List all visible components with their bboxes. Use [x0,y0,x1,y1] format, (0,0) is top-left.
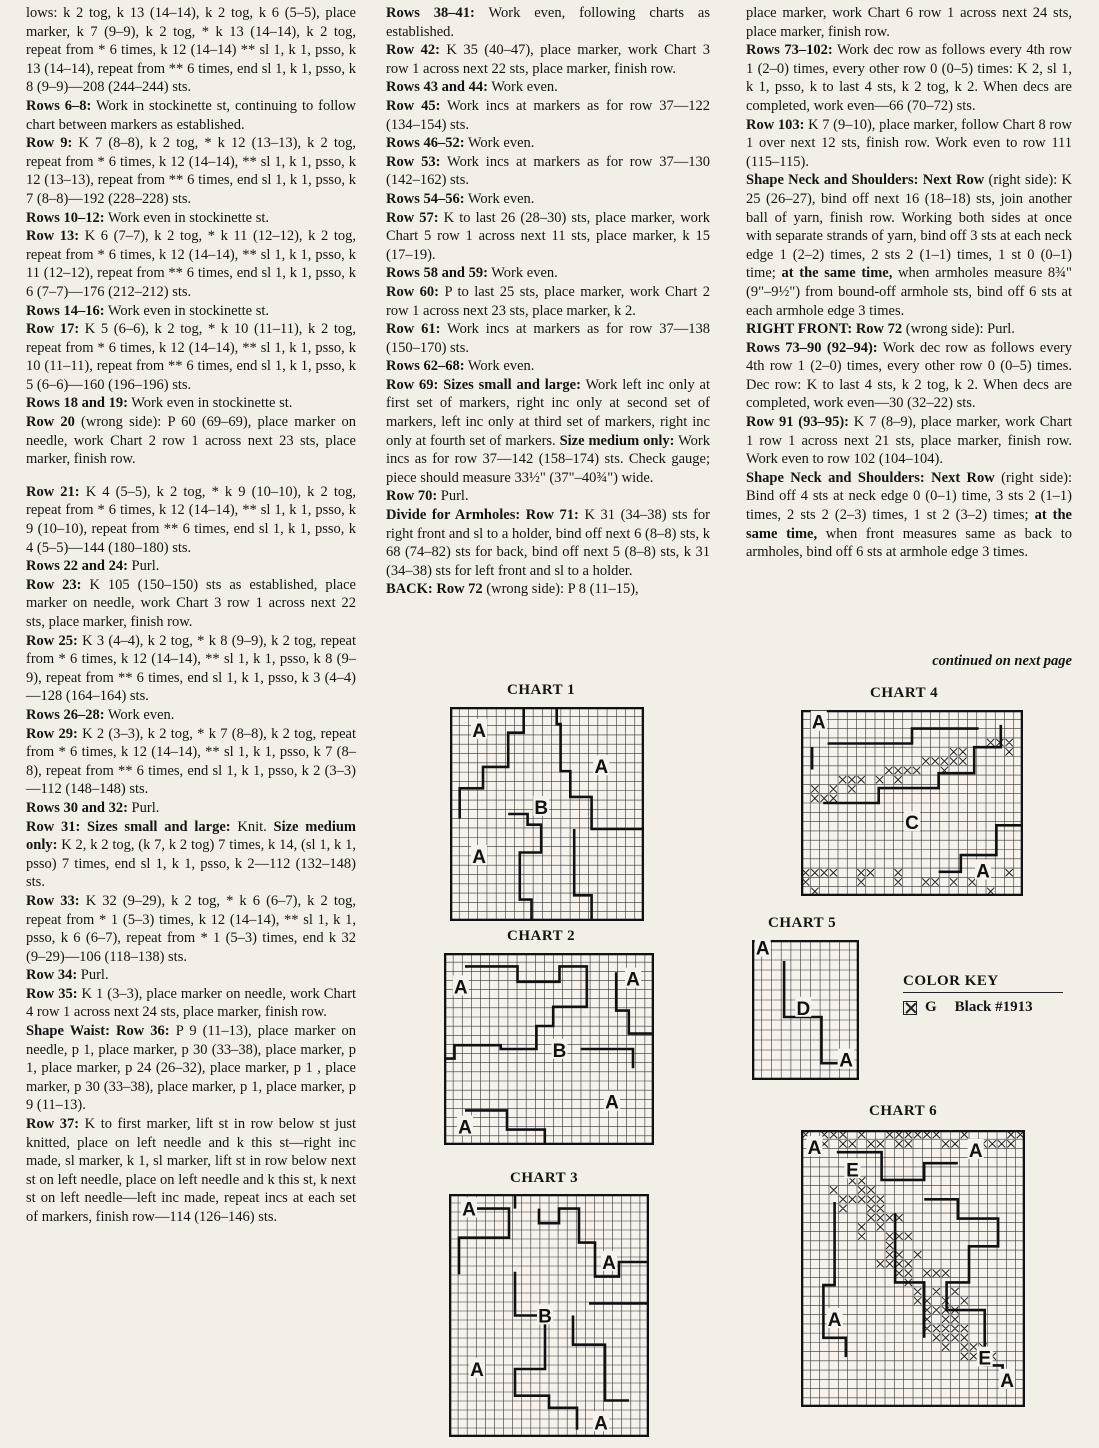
chart-region-label: D [796,998,811,1020]
row-text: Work incs at markers as for row 37—130 (142–162) sts. [386,153,710,189]
chart-3-grid [449,1194,649,1437]
row-text: Work even. [464,358,535,375]
row-heading: Size medium only: [559,432,675,449]
chart-region-label: A [811,712,826,734]
row-heading: Row 21: [26,483,80,500]
instruction-paragraph [26,320,356,394]
chart-6-grid [801,1130,1025,1407]
row-heading: Row 17: [26,321,80,338]
row-text: Work even. [104,706,175,723]
instruction-paragraph [26,4,356,97]
row-heading: Rows 6–8: [26,97,92,114]
row-heading: Rows 10–12: [26,209,105,226]
cross-stitch-symbol-icon [903,1001,917,1015]
row-heading: Row 91 (93–95): [746,414,850,431]
row-text: Work incs as for row 37—142 (158–174) sts. Check gauge; piece should measure 33½" (37"–40¾") wide. [386,432,711,486]
text-column-2 [386,4,710,599]
row-heading: Row 37: [26,1116,80,1133]
instruction-paragraph [26,394,356,413]
text-column-1 [26,4,356,1227]
instruction-paragraph [26,985,356,1022]
row-text: P to last 25 sts, place marker, work Chart 2 row 1 across next 23 sts, place marker, k 2. [386,283,710,319]
chart-region-label: A [1000,1370,1014,1392]
row-text: Purl. [77,967,109,984]
chart-region-label: A [453,977,468,999]
row-heading: Row 61: [386,321,441,338]
row-text: Knit. [230,818,274,835]
instruction-paragraph [26,227,356,301]
chart-2-title: CHART 2 [507,928,576,944]
row-text: Work even. [464,190,535,207]
instruction-paragraph [26,892,356,966]
chart-region-label: A [976,861,990,883]
color-key-title: COLOR KEY [903,973,1063,993]
instruction-paragraph [386,153,710,190]
row-text: K 35 (40–47), place marker, work Chart 3 row 1 across next 22 sts, place marker, finish row. [386,42,710,77]
row-text: K 5 (6–6), k 2 tog, * k 10 (11–11), k 2 tog, repeat from * 6 times, k 12 (14–14), ** sl 1, k 1, psso, k 10 (11–11), repeat from ** 6 times, end sl 1, k 1, psso, k 5 (6–6)—160 (196–196) sts. [26,321,356,393]
instruction-paragraph [386,487,710,506]
instruction-paragraph [386,4,710,41]
row-heading: Rows 22 and 24: [26,558,128,575]
row-heading: Row 70: [386,488,438,505]
row-heading: Row 33: [26,892,80,909]
chart-5-grid [752,940,859,1080]
row-heading: Row 9: [26,135,73,152]
row-text: K to last 26 (28–30) sts, place marker, work Chart 5 row 1 across next 11 sts, place marker, k 15 (17–19). [386,209,710,263]
row-text: Work left inc only at first set of markers, right inc only at second set of markers, left inc only at third set of markers, right inc only at fourth set of markers. [386,376,711,449]
row-text: K 2, k 2 tog, (k 7, k 2 tog) 7 times, k 14, (sl 1, k 1, psso) 7 times, end sl 1, k 1, psso, k 2—112 (132–148) sts. [26,837,356,891]
row-heading: Row 60: [386,283,439,300]
instruction-paragraph [26,706,356,725]
instruction-paragraph [26,725,356,799]
chart-region-label: A [968,1140,983,1162]
row-heading: Rows 43 and 44: [386,79,488,96]
row-text: K 31 (34–38) sts for right front and sl to a holder, bind off next 6 (8–8) sts, k 68 (74–82) sts for back, bind off next 5 (8–8) sts, k 31 (34–38) sts for left front and sl to a holder. [386,507,710,579]
row-heading: Row 69: Sizes small and large: [386,376,581,393]
row-text: Work dec row as follows every 4th row 1 (2–0) times, every other row 0 (0–5) times. Dec row: K to last 4 sts, k 2 tog, k 2. When decs are completed, work even—30 (32–22) sts. [746,339,1072,412]
chart-region-label: A [594,757,609,779]
color-key-yarn: Black #1913 [954,999,1033,1015]
chart-region-label: A [602,1252,616,1274]
row-text: K 7 (8–8), k 2 tog, * k 12 (13–13), k 2 tog, repeat from * 6 times, k 12 (14–14), ** sl 1, k 1, psso, k 12 (13–13), repeat from ** 6 times, end sl 1, k 1, psso, k 7 (8–8)—192 (228–228) sts. [26,135,356,207]
instruction-paragraph [26,818,356,892]
instruction-paragraph [746,413,1072,469]
chart-region-label: A [472,847,486,869]
chart-6-title: CHART 6 [869,1103,938,1119]
chart-3-title: CHART 3 [510,1170,579,1186]
row-text: (wrong side): P 60 (69–69), place marker on needle, work Chart 2 row 1 across next 23 sts, place marker, finish row. [26,414,357,468]
row-heading: Row 23: [26,576,82,593]
chart-region-label: A [626,969,640,991]
color-key-letter: G [925,999,937,1015]
color-key [903,973,1063,1016]
row-heading: Rows 62–68: [386,358,465,375]
chart-region-label: C [905,813,919,835]
row-text: Work even in stockinette st. [104,302,270,319]
row-heading: Row 53: [386,153,441,170]
instruction-paragraph [746,4,1072,41]
row-text: K 6 (7–7), k 2 tog, * k 11 (12–12), k 2 tog, repeat from * 6 times, k 12 (14–14), ** sl 1, k 1, psso, k 11 (12–12), repeat from ** 6 times, end sl 1, k 1, psso, k 6 (7–7)—176 (212–212) sts. [26,228,356,300]
row-text: K 1 (3–3), place marker on needle, work Chart 4 row 1 across next 24 sts, place marker, finish row. [26,985,356,1021]
row-text: K 3 (4–4), k 2 tog, * k 8 (9–9), k 2 tog, repeat from * 6 times, k 12 (14–14), ** sl 1, k 1, psso, k 8 (9–9), repeat from ** 6 times, end sl 1, k 1, psso, k 3 (4–4)—128 (164–164) sts. [26,632,356,705]
row-heading: Shape Neck and Shoulders: Next Row [746,172,985,189]
row-text: K 7 (8–9), place marker, work Chart 1 row 1 across next 21 sts, place marker, finish row. Work even to row 102 (104–104). [746,414,1072,468]
row-heading: Rows 18 and 19: [26,395,128,412]
row-text: place marker, work Chart 6 row 1 across next 24 sts, place marker, finish row. [746,5,1072,40]
row-heading: Rows 30 and 32: [26,799,128,816]
row-heading: Rows 54–56: [386,190,465,207]
row-heading: Rows 46–52: [386,135,465,152]
row-heading: Row 25: [26,632,78,649]
instruction-paragraph [26,966,356,985]
chart-region-label: E [846,1160,859,1182]
instruction-paragraph [26,302,356,321]
text-column-3 [746,4,1072,562]
row-heading: Row 20 [26,414,75,431]
chart-region-label: A [755,940,770,960]
row-text: (right side): K 25 (26–27), bind off next 16 (18–18) sts, join another ball of yarn, finish row. Working both sides at once with separate strands of yarn, bind off 3 sts at each neck edge 1 (2–2) times, 2 sts 2 (1–1) times, 1 st 0 (0–1) time; [746,172,1072,282]
instruction-paragraph [386,283,710,320]
row-text: K to first marker, lift st in row below st just knitted, place on left needle and k this st—right inc made, sl marker, k 1, sl marker, lift st in row below next st on left needle, place on left needle and k this st, k next st on left needle—left inc made, repeat incs at each set of markers, finish row—114 (126–146) sts. [26,1116,356,1225]
chart-2-grid [444,953,654,1145]
chart-region-label: A [827,1309,842,1331]
instruction-paragraph [746,320,1072,339]
row-text: Work even, following charts as established. [386,5,710,40]
row-text: K 105 (150–150) sts as established, place marker on needle, work Chart 3 row 1 across next 22 sts, place marker, finish row. [26,576,356,630]
instruction-paragraph [26,1022,356,1115]
instruction-paragraph [386,209,710,265]
row-text: Work even in stockinette st. [104,209,270,226]
row-text: Work incs at markers as for row 37—122 (134–154) sts. [386,97,710,133]
row-text: Work dec row as follows every 4th row 1 (2–0) times, every other row 0 (0–5) times: K 2, sl 1, k 1, psso, k to last 4 sts, k 2 tog, k 2. When decs are completed, work even—66 (70–72) sts. [746,42,1072,114]
row-heading: Rows 26–28: [26,706,105,723]
instruction-paragraph [26,134,356,208]
instruction-paragraph [386,41,710,78]
row-heading: Row 13: [26,228,80,245]
instruction-paragraph [26,799,356,818]
chart-5-title: CHART 5 [768,915,837,931]
chart-region-label: A [839,1050,854,1072]
row-text: when armholes measure 8¾" (9"–9½") from bound-off armhole sts, bind off 6 sts at each armhole edge 3 times. [746,265,1072,319]
chart-region-label: E [978,1348,992,1370]
row-heading: Rows 58 and 59: [386,265,488,282]
instruction-paragraph [386,190,710,209]
row-heading: Row 31: Sizes small and large: [26,818,231,835]
instruction-paragraph [26,557,356,576]
row-text: Work even. [487,265,558,282]
instruction-paragraph [26,209,356,228]
chart-region-label: A [472,720,486,742]
row-text: Work in stockinette st, continuing to follow chart between markers as established. [26,97,357,133]
instruction-paragraph [386,97,710,134]
row-text: K 7 (9–10), place marker, follow Chart 8 row 1 over next 12 sts, finish row. Work even to row 111 (115–115). [746,116,1072,170]
row-heading: Row 103: [746,116,805,133]
chart-region-label: B [552,1040,567,1062]
row-text: Purl. [437,488,469,505]
instruction-paragraph [746,469,1072,562]
row-heading: at the same time, [781,265,893,282]
row-text: Work even in stockinette st. [127,395,293,412]
row-heading: Row 34: [26,967,78,984]
instruction-paragraph [746,171,1072,320]
row-heading: Size medium only: [26,818,357,854]
instruction-paragraph [386,357,710,376]
row-text: K 2 (3–3), k 2 tog, * k 7 (8–8), k 2 tog, repeat from * 6 times, k 12 (14–14), ** sl 1, k 1, psso, k 7 (8–8), repeat from ** 6 times, end sl 1, k 1, psso, k 2 (3–3)—112 (148–148) sts. [26,725,356,798]
instruction-paragraph [386,376,710,488]
row-heading: Shape Neck and Shoulders: Next Row [746,469,995,486]
instruction-paragraph [386,320,710,357]
instruction-paragraph [26,1115,356,1227]
row-heading: Row 57: [386,209,439,226]
chart-1-grid [450,707,644,921]
chart-region-label: A [470,1359,484,1381]
row-heading: Shape Waist: Row 36: [26,1023,170,1040]
row-heading: Row 45: [386,97,441,114]
instruction-paragraph [386,580,710,599]
row-text: when front measures same as back to armholes, bind off 6 sts at armhole edge 3 times. [746,525,1072,561]
chart-region-label: A [594,1413,608,1435]
row-heading: at the same time, [746,507,1072,542]
color-key-entry [903,999,1063,1016]
row-heading: Row 42: [386,42,440,59]
row-text: Purl. [127,558,160,575]
row-text: Purl. [127,799,160,816]
chart-1-title: CHART 1 [507,682,576,698]
instruction-paragraph [386,134,710,153]
row-heading: Row 29: [26,725,78,742]
row-text: lows: k 2 tog, k 13 (14–14), k 2 tog, k 6 (5–5), place marker, k 7 (9–9), k 2 tog, * k 13 (14–14), k 2 tog, repeat from * 6 times, k 12 (14–14) ** sl 1, k 1, psso, k 13 (14–14), repeat from ** 6 times, end sl 1, k 1, psso, k 8 (9–9)—208 (244–244) sts. [26,5,356,96]
instruction-paragraph [26,97,356,134]
chart-region-label: B [534,797,549,819]
instruction-paragraph [746,41,1072,115]
chart-region-label: A [605,1092,619,1114]
instruction-paragraph [386,506,710,580]
row-text: K 4 (5–5), k 2 tog, * k 9 (10–10), k 2 tog, repeat from * 6 times, k 12 (14–14), ** sl 1, k 1, psso, k 9 (10–10), repeat from ** 6 times, end sl 1, k 1, psso, k 4 (5–5)—144 (180–180) sts. [26,483,356,556]
instruction-paragraph [26,483,356,557]
row-text: Work even. [487,79,558,96]
row-text: (right side): Bind off 4 sts at neck edge 0 (0–1) time, 3 sts 2 (1–1) times, 2 sts 2 (2–3) times, 1 st 2 (3–2) times; [746,469,1072,524]
row-heading: Rows 38–41: [386,5,475,21]
row-text: Work incs at markers as for row 37—138 (150–170) sts. [386,321,710,356]
chart-4-grid [801,710,1023,896]
instruction-paragraph [386,264,710,283]
chart-4-title: CHART 4 [870,685,939,701]
continued-note: continued on next page [932,653,1072,669]
row-heading: Rows 14–16: [26,302,105,319]
chart-region-label: A [807,1138,822,1160]
chart-region-label: B [538,1306,552,1328]
row-text: P 9 (11–13), place marker on needle, p 1, place marker, p 30 (33–38), place marker, p 1, place marker, p 24 (26–32), place marker, p 1 , place marker, p 30 (33–38), place marker, p 1, place marker, p 9 (11–13). [26,1023,356,1114]
instruction-paragraph [26,576,356,632]
row-heading: Divide for Armholes: Row 71: [386,507,579,524]
row-text: (wrong side): Purl. [902,321,1015,338]
row-heading: RIGHT FRONT: Row 72 [746,321,903,338]
instruction-paragraph [746,116,1072,172]
row-heading: BACK: Row 72 [386,581,483,598]
instruction-paragraph [386,78,710,97]
row-heading: Row 35: [26,985,78,1002]
instruction-paragraph [746,339,1072,413]
row-heading: Rows 73–102: [746,42,833,59]
chart-region-label: A [458,1117,472,1139]
chart-region-label: A [462,1199,476,1221]
instruction-paragraph [26,632,356,706]
row-text: (wrong side): P 8 (11–15), [482,581,639,598]
row-heading: Rows 73–90 (92–94): [746,339,878,356]
row-text: Work even. [464,135,535,152]
row-text: K 32 (9–29), k 2 tog, * k 6 (6–7), k 2 tog, repeat from * 1 (5–3) times, k 12 (14–14), ** sl 1, k 1, psso, k 6 (6–7), repeat from * 1 (5–3) times, end k 32 (9–29)—106 (118–138) sts. [26,892,356,965]
instruction-paragraph [26,413,356,469]
